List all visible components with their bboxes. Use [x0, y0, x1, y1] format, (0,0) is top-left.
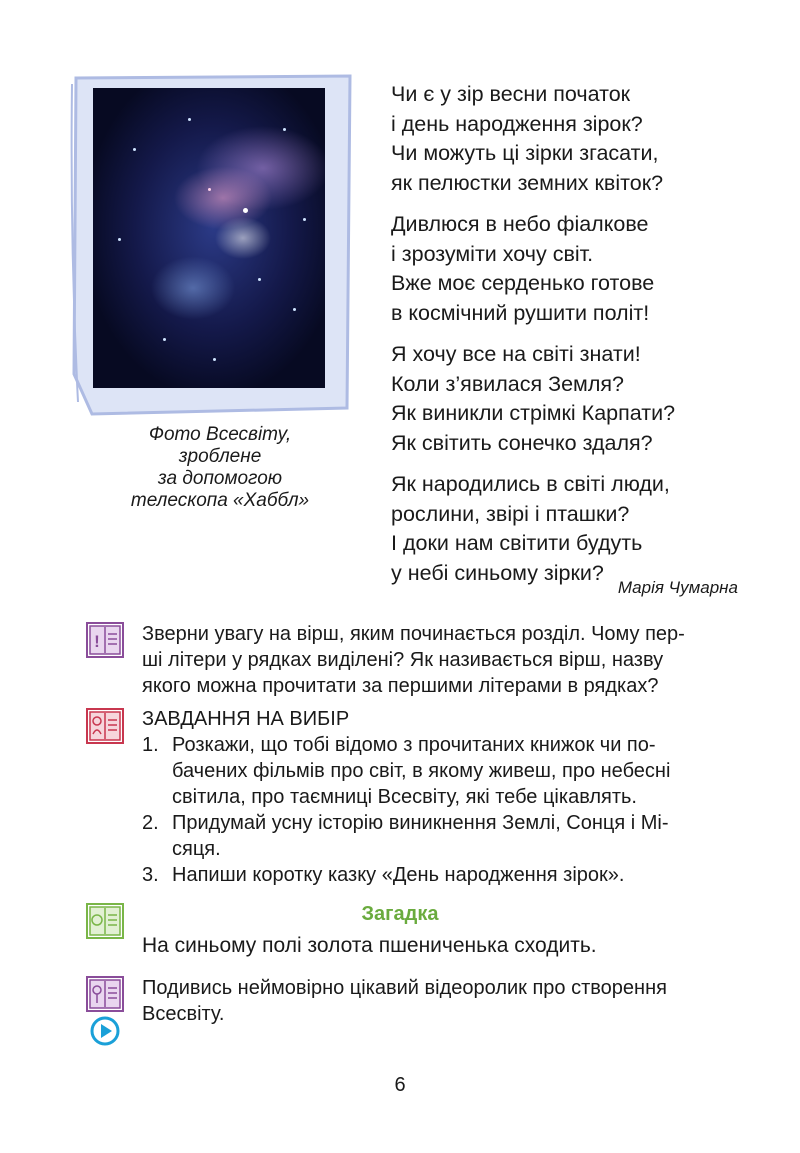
riddle-text: На синьому полі золота пшениченька сходить. [142, 934, 597, 957]
svg-text:!: ! [94, 632, 100, 651]
choice-book-icon [86, 708, 124, 744]
poem-line: Як світить сонечко здаля? [391, 430, 653, 455]
riddle-title: Загадка [361, 903, 439, 925]
list-item [142, 810, 762, 862]
list-item-line: бачених фільмів про світ, в якому живеш, про небесні [172, 760, 671, 782]
list-item-line: Придумай усну історію виникнення Землі, Сонця і Мі- [172, 812, 669, 834]
list-item-number: 1. [142, 734, 159, 756]
poem-line: Дивлюся в небо фіалкове [391, 212, 649, 236]
photo-frame [68, 74, 355, 416]
list-item-line: Розкажи, що тобі відомо з прочитаних книжок чи по- [172, 734, 656, 756]
hubble-universe-photo [93, 88, 325, 388]
task-line: ші літери у рядках виділені? Як називається вірш, назву [142, 649, 664, 671]
poem-stanza [391, 210, 761, 328]
poem-stanza [391, 340, 761, 458]
video-line: Подивись неймовірно цікавий відеоролик про створення [142, 977, 667, 999]
poem-line: Чи є у зір весни початок [391, 82, 631, 106]
poem-stanza [391, 470, 761, 588]
poem-line: Як виникли стрімкі Карпати? [391, 401, 676, 425]
caption-line: Фото Всесвіту, [148, 424, 292, 445]
choice-task-list [142, 732, 762, 888]
page-number: 6 [394, 1074, 406, 1096]
play-icon[interactable] [90, 1016, 120, 1046]
poem-line: і зрозуміти хочу світ. [391, 241, 594, 266]
caption-line: зроблене [178, 446, 262, 467]
poem-line: у небі синьому зірки? [391, 560, 604, 585]
video-line: Всесвіту. [142, 1003, 225, 1025]
list-item [142, 732, 762, 810]
poem-author: Марія Чумарна [617, 578, 738, 597]
choice-task-title: ЗАВДАННЯ НА ВИБІР [142, 708, 350, 730]
video-book-icon [86, 976, 124, 1012]
list-item [142, 862, 762, 888]
caption-line: за допомогою [157, 468, 283, 489]
photo-caption [110, 424, 330, 512]
list-item-number: 2. [142, 812, 159, 834]
poem-line: Як народились в світі люди, [391, 472, 670, 496]
poem-line: Чи можуть ці зірки згасати, [391, 141, 659, 165]
poem-line: і день народження зірок? [391, 111, 643, 136]
poem-line: Я хочу все на світі знати! [391, 342, 641, 366]
video-description [142, 975, 667, 1027]
poem [391, 80, 761, 600]
list-item-line: Напиши коротку казку «День народження зірок». [172, 864, 625, 886]
caption-line: телескопа «Хаббл» [130, 490, 310, 511]
think-book-icon [86, 622, 124, 658]
poem-line: Коли з’явилася Земля? [391, 371, 624, 396]
list-item-line: сяця. [172, 838, 221, 860]
poem-line: як пелюстки земних квіток? [391, 170, 664, 195]
list-item-line: світила, про таємниці Всесвіту, які тебе цікавлять. [172, 786, 637, 808]
poem-line: І доки нам світити будуть [391, 531, 643, 555]
list-item-number: 3. [142, 864, 159, 886]
poem-line: Вже моє серденько готове [391, 271, 655, 295]
poem-line: рослини, звірі і пташки? [391, 501, 630, 526]
poem-stanza [391, 80, 761, 198]
poem-line: в космічний рушити політ! [391, 300, 650, 325]
task-line: якого можна прочитати за першими літерами в рядках? [142, 675, 659, 697]
task-question [142, 621, 747, 699]
task-line: Зверни увагу на вірш, яким починається розділ. Чому пер- [142, 623, 685, 645]
